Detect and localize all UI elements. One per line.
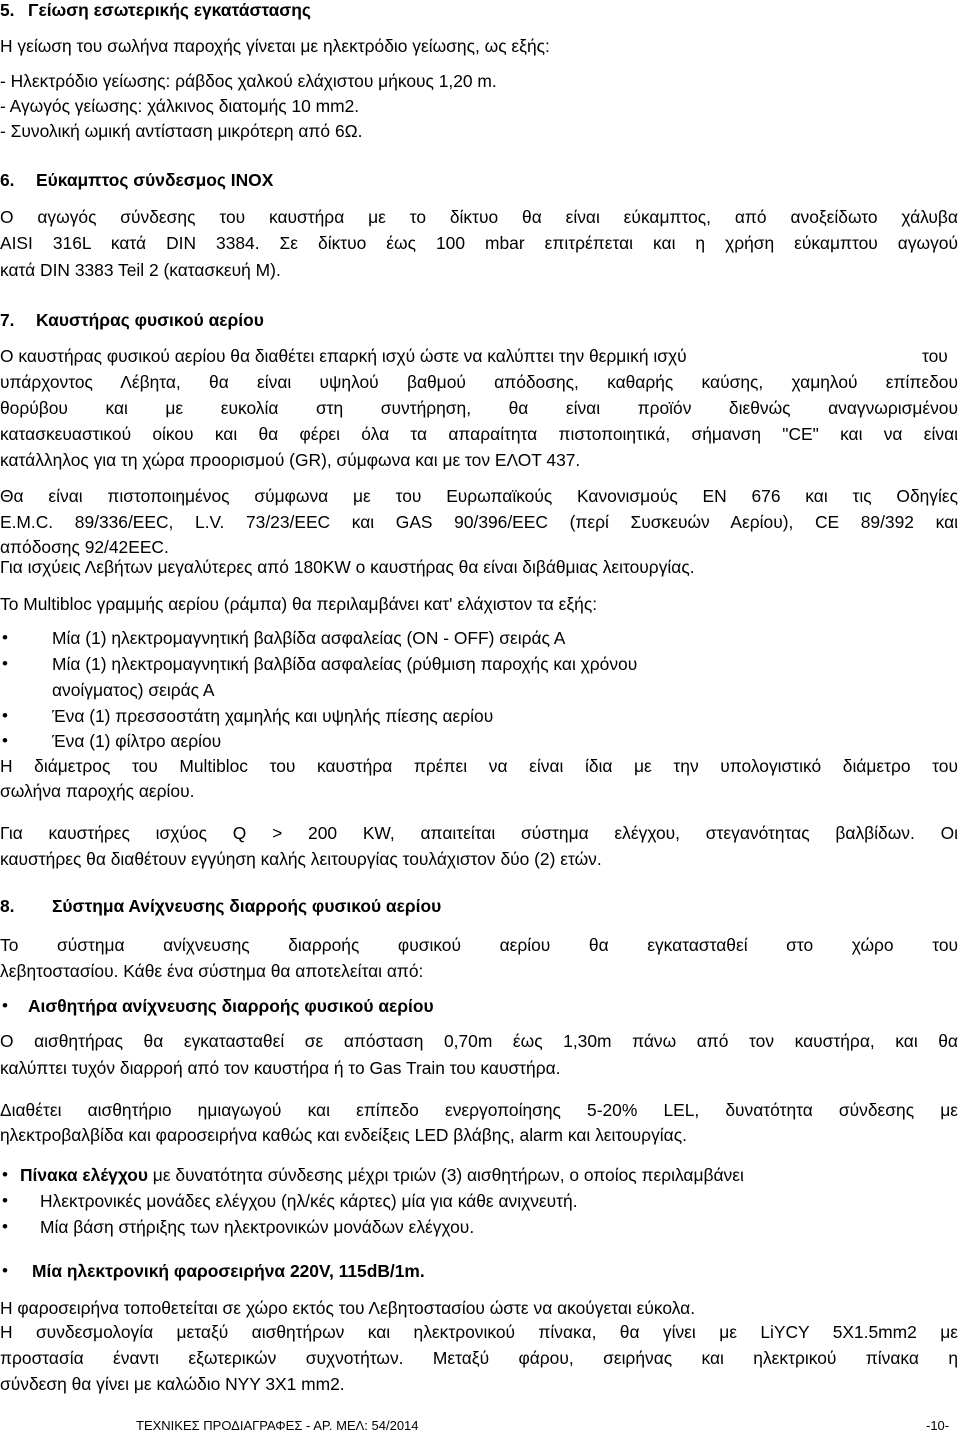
bullet-icon: • <box>2 628 8 647</box>
list-item: Ένα (1) πρεσσοστάτη χαμηλής και υψηλής πίεσης αερίου <box>52 706 494 726</box>
section-title: Καυστήρας φυσικού αερίου <box>36 310 264 330</box>
bullet-icon: • <box>2 706 8 725</box>
section-number: 8. <box>0 896 15 916</box>
paragraph-line: Διαθέτει αισθητήριο ημιαγωγού και επίπεδο ενεργοποίησης 5-20% LEL, δυνατότητα σύνδεσης με <box>0 1100 958 1120</box>
paragraph-line: καυστήρες θα διαθέτουν εγγύηση καλής λειτουργίας τουλάχιστον δύο (2) ετών. <box>0 849 602 869</box>
section-title: Εύκαμπτος σύνδεσμος INOX <box>36 170 274 190</box>
paragraph-line: απόδοσης 92/42EEC. <box>0 537 169 557</box>
paragraph-line: κατάλληλος για τη χώρα προορισμού (GR), σύμφωνα και με τον ΕΛΟΤ 437. <box>0 450 581 470</box>
paragraph-line: Η φαροσειρήνα τοποθετείται σε χώρο εκτός του Λεβητοστασίου ώστε να ακούγεται εύκολα. <box>0 1298 696 1318</box>
page-number: -10- <box>926 1418 950 1433</box>
bullet-icon: • <box>2 1165 8 1184</box>
paragraph-line: Ο αγωγός σύνδεσης του καυστήρα με το δίκτυο θα είναι εύκαμπτος, από ανοξείδωτο χάλυβα <box>0 207 958 227</box>
bullet-icon: • <box>2 1261 8 1280</box>
paragraph-line: υπάρχοντος Λέβητα, θα είναι υψηλού βαθμού απόδοσης, καθαρής καύσης, χαμηλού επίπεδου <box>0 372 958 392</box>
paragraph-line: λεβητοστασίου. Κάθε ένα σύστημα θα αποτελείται από: <box>0 961 424 981</box>
list-item: - Αγωγός γείωσης: χάλκινος διατομής 10 mm2. <box>0 96 360 116</box>
paragraph-line: Ο αισθητήρας θα εγκατασταθεί σε απόσταση 0,70m έως 1,30m πάνω από τον καυστήρα, και θα <box>0 1031 958 1051</box>
paragraph-line: Θα είναι πιστοποιημένος σύμφωνα με του Ευρωπαϊκούς Κανονισμούς EN 676 και τις Οδηγίες <box>0 486 958 506</box>
list-item: ανοίγματος) σειράς Α <box>52 680 215 700</box>
subheading: Αισθητήρα ανίχνευσης διαρροής φυσικού αερίου <box>28 996 434 1016</box>
section-number: 6. <box>0 170 15 190</box>
bullet-icon: • <box>2 1191 8 1210</box>
paragraph-line: Για ισχύεις Λεβήτων μεγαλύτερες από 180KW ο καυστήρας θα είναι διβάθμιας λειτουργίας. <box>0 557 695 577</box>
bullet-icon: • <box>2 996 8 1015</box>
list-item: Μία βάση στήριξης των ηλεκτρονικών μονάδων ελέγχου. <box>40 1217 475 1237</box>
paragraph-line: Το σύστημα ανίχνευσης διαρροής φυσικού αερίου θα εγκατασταθεί στο χώρο του <box>0 935 958 955</box>
paragraph-line: κατασκευαστικού οίκου και θα φέρει όλα τα απαραίτητα πιστοποιητικά, σήμανση "CE" και να είναι <box>0 424 958 444</box>
paragraph-line: καλύπτει τυχόν διαρροή από τον καυστήρα ή το Gas Train του καυστήρα. <box>0 1058 561 1078</box>
paragraph-line: κατά DIN 3383 Teil 2 (κατασκευή M). <box>0 260 281 280</box>
paragraph-line: προστασία έναντι εξωτερικών συχνοτήτων. Μεταξύ φάρου, σειρήνας και ηλεκτρικού πίνακα η <box>0 1348 958 1368</box>
section-number: 5. <box>0 0 15 20</box>
paragraph-line: ηλεκτροβαλβίδα και φαροσειρήνα καθώς και ενδείξεις LED βλάβης, alarm και λειτουργίας. <box>0 1125 687 1145</box>
section-title: Σύστημα Ανίχνευσης διαρροής φυσικού αερίου <box>52 896 442 916</box>
list-item: Μία (1) ηλεκτρομαγνητική βαλβίδα ασφαλείας (ρύθμιση παροχής και χρόνου <box>52 654 638 674</box>
footer-title: ΤΕΧΝΙΚΕΣ ΠΡΟΔΙΑΓΡΑΦΕΣ - ΑΡ. ΜΕΛ: 54/2014 <box>136 1418 419 1433</box>
bullet-icon: • <box>2 1217 8 1236</box>
list-item: Ηλεκτρονικές μονάδες ελέγχου (ηλ/κές κάρτες) μία για κάθε ανιχνευτή. <box>40 1191 578 1211</box>
paragraph-line: σωλήνα παροχής αερίου. <box>0 781 195 801</box>
bullet-icon: • <box>2 731 8 750</box>
paragraph-line: Η γείωση του σωλήνα παροχής γίνεται με ηλεκτρόδιο γείωσης, ως εξής: <box>0 36 550 56</box>
paragraph-line: Το Multibloc γραμμής αερίου (ράμπα) θα περιλαμβάνει κατ' ελάχιστον τα εξής: <box>0 594 598 614</box>
subheading: Μία ηλεκτρονική φαροσειρήνα 220V, 115dB/1m. <box>32 1261 425 1281</box>
panel-line <box>20 1165 744 1185</box>
subheading: Πίνακα ελέγχου <box>20 1165 148 1185</box>
paragraph-line: του <box>922 346 948 366</box>
paragraph-line: θορύβου και με ευκολία στη συντήρηση, θα είναι προϊόν διεθνώς αναγνωρισμένου <box>0 398 958 418</box>
paragraph-line: Η διάμετρος του Multibloc του καυστήρα πρέπει να είναι ίδια με την υπολογιστικό διάμετρο του <box>0 756 958 776</box>
paragraph-line: Ο καυστήρας φυσικού αερίου θα διαθέτει επαρκή ισχύ ώστε να καλύπτει την θερμική ισχύ <box>0 346 687 366</box>
paragraph-line: AISI 316L κατά DIN 3384. Σε δίκτυο έως 100 mbar επιτρέπεται και η χρήση εύκαμπτου αγωγού <box>0 233 958 253</box>
paragraph-line: σύνδεση θα γίνει με καλώδιο NYY 3X1 mm2. <box>0 1374 345 1394</box>
paragraph-line: Για καυστήρες ισχύος Q > 200 KW, απαιτείται σύστημα ελέγχου, στεγανότητας βαλβίδων. Οι <box>0 823 958 843</box>
list-item: - Ηλεκτρόδιο γείωσης: ράβδος χαλκού ελάχιστου μήκους 1,20 m. <box>0 71 497 91</box>
list-item: Ένα (1) φίλτρο αερίου <box>52 731 222 751</box>
paragraph-line: Η συνδεσμολογία μεταξύ αισθητήρων και ηλεκτρονικού πίνακα, θα γίνει με LiYCY 5X1.5mm2 με <box>0 1322 958 1342</box>
section-title: Γείωση εσωτερικής εγκατάστασης <box>28 0 311 20</box>
list-item: Μία (1) ηλεκτρομαγνητική βαλβίδα ασφαλείας (ON - OFF) σειράς Α <box>52 628 566 648</box>
list-item: - Συνολική ωμική αντίσταση μικρότερη από 6Ω. <box>0 121 363 141</box>
bullet-icon: • <box>2 654 8 673</box>
section-number: 7. <box>0 310 15 330</box>
paragraph-line: E.M.C. 89/336/EEC, L.V. 73/23/EEC και GAS 90/396/EEC (περί Συσκευών Αερίου), CE 89/392 και <box>0 512 958 532</box>
paragraph-text: με δυνατότητα σύνδεσης μέχρι τριών (3) αισθητήρων, ο οποίος περιλαμβάνει <box>147 1165 744 1185</box>
